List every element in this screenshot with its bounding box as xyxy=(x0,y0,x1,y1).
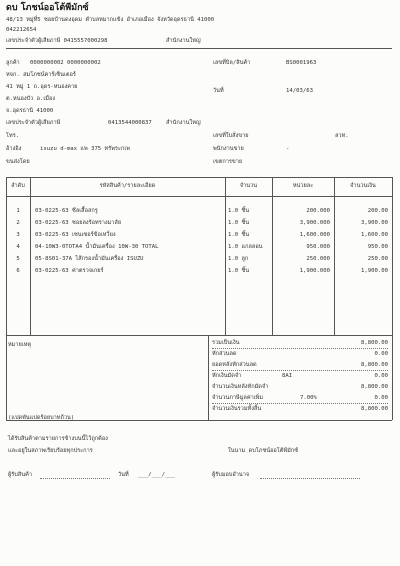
table-bottom-border xyxy=(6,335,392,336)
row-no: 5 xyxy=(16,256,20,262)
delivery-label: ขนส่งโดย xyxy=(6,159,30,165)
credit-label: ลวท. xyxy=(335,133,349,139)
col-header-qty: จำนวน xyxy=(239,183,258,189)
col-header-unit-price: หน่วยละ xyxy=(292,183,314,189)
total-label: จำนวนเงินรวมทั้งสิ้น xyxy=(212,406,262,412)
row-amount: 250.00 xyxy=(367,256,388,262)
receipt-note-2: และอยู่ในสภาพเรียบร้อยทุกประการ xyxy=(8,448,93,454)
row-amount: 950.00 xyxy=(367,244,388,250)
salesperson-label: พนักงานขาย xyxy=(213,146,244,152)
total-label: หักเงินมัดจำ xyxy=(212,373,242,379)
col-header-description: รหัสสินค้า/รายละเอียด xyxy=(99,183,156,189)
row-no: 3 xyxy=(16,232,20,238)
date-label: วันที่ xyxy=(213,88,224,94)
invoice-date: 14/03/63 xyxy=(286,88,313,94)
header-divider xyxy=(6,48,392,49)
row-amount: 3,900.00 xyxy=(361,220,388,226)
customer-address-3: จ.อุดรธานี 41000 xyxy=(6,108,54,114)
total-value: 0.00 xyxy=(374,373,388,379)
row-unit-price: 1,600.000 xyxy=(299,232,330,238)
total-mid: 8AI xyxy=(282,373,293,379)
col-header-no: ลำดับ xyxy=(11,183,25,189)
total-value: 8,800.00 xyxy=(361,340,388,346)
row-description: 03-0225-63 ซีลเสื้อสกรู xyxy=(35,208,98,214)
row-unit-price: 1,900.000 xyxy=(299,268,330,274)
row-qty: 1.0 ชิ้น xyxy=(228,232,250,238)
row-amount: 1,900.00 xyxy=(361,268,388,274)
company-branch: สำนักงานใหญ่ xyxy=(166,38,201,44)
invoice-no: BS0001963 xyxy=(286,60,317,66)
on-behalf-of: ในนาม ดบโภชน์ออโต้พีมักซ์ xyxy=(228,448,298,454)
reference-value: isuzu d-max แพ 375 ทรัพระกเพ xyxy=(40,146,130,152)
total-value: 0.00 xyxy=(374,395,388,401)
table-col-line xyxy=(225,177,226,335)
row-amount: 200.00 xyxy=(367,208,388,214)
row-unit-price: 3,900.000 xyxy=(299,220,330,226)
customer-tax-id: 0413544000837 xyxy=(108,120,152,126)
row-description: 03-0225-63 เซนเซอร์ข้อเหวี่ยง xyxy=(35,232,116,238)
totals-left-border xyxy=(6,335,7,420)
row-amount: 1,600.00 xyxy=(361,232,388,238)
col-header-amount: จำนวนเงิน xyxy=(350,183,376,189)
dotted-rule xyxy=(212,403,388,404)
sales-order-label: เลขที่ใบสั่งขาย xyxy=(213,133,249,139)
row-description: 03-0225-63 ค่าตรวจเกยร์ xyxy=(35,268,104,274)
total-label: รวมเป็นเงิน xyxy=(212,340,240,346)
amount-in-words: (แปดพันแปดร้อยบาทถ้วน) xyxy=(8,415,75,421)
receiver-label: ผู้รับสินค้า xyxy=(8,472,32,478)
row-unit-price: 950.000 xyxy=(306,244,330,250)
row-no: 4 xyxy=(16,244,20,250)
row-qty: 1.0 แกลลอน xyxy=(228,244,263,250)
total-value: 8,800.00 xyxy=(361,406,388,412)
total-label: ยอดหลังหักส่วนลด xyxy=(212,362,257,368)
row-qty: 1.0 ชิ้น xyxy=(228,208,250,214)
row-qty: 1.0 ชิ้น xyxy=(228,268,250,274)
invoice-no-label: เลขที่บิล/สินค้า xyxy=(213,60,251,66)
company-tax-id: เลขประจำตัวผู้เสียภาษี 0415557000298 xyxy=(6,38,108,44)
total-value: 8,800.00 xyxy=(361,384,388,390)
table-col-line xyxy=(30,177,31,335)
row-no: 2 xyxy=(16,220,20,226)
customer-phone-label: โทร. xyxy=(6,133,20,139)
customer-name: หจก. สมโภชน์คาร์เซ็นเตอร์ xyxy=(6,72,76,78)
receive-date-label: วันที่ xyxy=(118,472,129,478)
row-description: 05-8S01-37A ไส้กรองน้ำมันเครื่อง ISUZU xyxy=(35,256,144,262)
customer-code: 0000000002 0000000002 xyxy=(30,60,101,66)
salesperson-value: - xyxy=(286,146,290,152)
row-unit-price: 250.000 xyxy=(306,256,330,262)
company-address: 48/13 หมู่ที่5 ซอยบ้านดงอุดม ตำบลหมากแข้ง อำเภอเมือง จังหวัดอุดรธานี 41000 xyxy=(6,17,215,23)
total-value: 8,800.00 xyxy=(361,362,388,368)
dotted-rule xyxy=(212,348,388,349)
totals-bottom-border xyxy=(6,420,392,421)
customer-address-1: 41 หมู่ 1 ถ.อุดร-หนองคาย xyxy=(6,84,78,90)
company-name: ดบ โภชน์ออโต้พีมักซ์ xyxy=(6,3,89,13)
customer-address-2: ต.หนองบัว อ.เมือง xyxy=(6,96,56,102)
row-unit-price: 200.000 xyxy=(306,208,330,214)
row-no: 6 xyxy=(16,268,20,274)
remark-label: หมายเหตุ xyxy=(8,342,32,348)
company-phone: 042212654 xyxy=(6,27,37,33)
receiver-signature-line xyxy=(40,478,110,479)
dotted-rule xyxy=(212,370,388,371)
row-qty: 1.0 ลูก xyxy=(228,256,249,262)
receive-date-blank: ___/___/___ xyxy=(138,472,176,478)
row-qty: 1.0 ชิ้น xyxy=(228,220,250,226)
row-description: 04-10W3-0TOTA4 น้ำมันเครื่อง 10W-30 TOTAL xyxy=(35,244,159,250)
totals-right-border xyxy=(392,335,393,420)
table-col-line xyxy=(392,177,393,335)
receipt-note-1: ได้รับสินค้าตามรายการข้างบนนี้ไว้ถูกต้อง xyxy=(8,436,108,442)
customer-tax-label: เลขประจำตัวผู้เสียภาษี xyxy=(6,120,61,126)
total-label: จำนวนเงินหลังหักมัดจำ xyxy=(212,384,269,390)
approver-signature-line xyxy=(260,478,360,479)
customer-code-label: ลูกค้า xyxy=(6,60,20,66)
totals-divider xyxy=(208,335,209,420)
reference-label: อ้างอิง xyxy=(6,146,22,152)
row-description: 03-0225-63 ซอยลงร้อทรางมาลัย xyxy=(35,220,122,226)
total-label: หักส่วนลด xyxy=(212,351,237,357)
total-mid: 7.00% xyxy=(300,395,317,401)
approver-label: ผู้รับมอบอำนาจ xyxy=(212,472,250,478)
sales-area-label: เขตการขาย xyxy=(213,159,243,165)
row-no: 1 xyxy=(16,208,20,214)
customer-branch: สำนักงานใหญ่ xyxy=(166,120,201,126)
total-value: 0.00 xyxy=(374,351,388,357)
total-label: จำนวนภาษีมูลค่าเพิ่ม xyxy=(212,395,264,401)
